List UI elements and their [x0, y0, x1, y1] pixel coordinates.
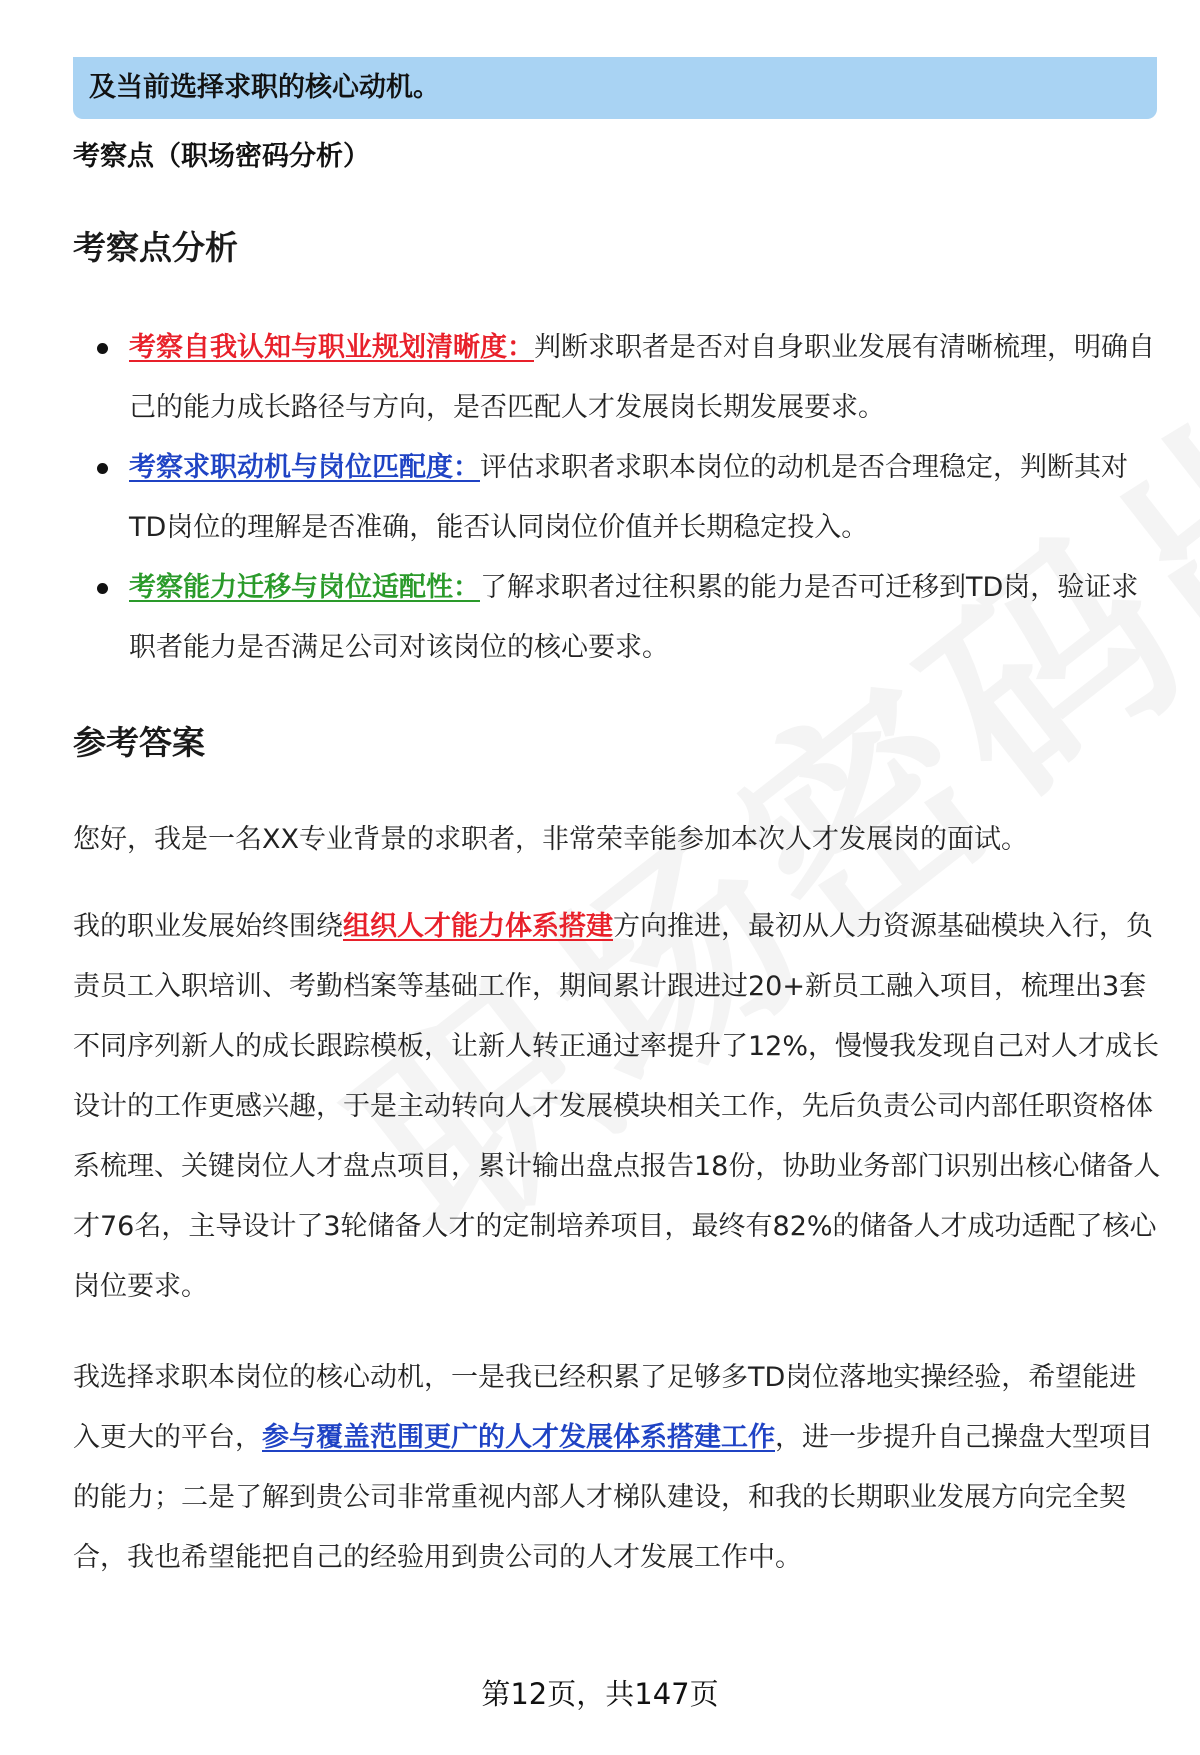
answer-paragraph-2: [73, 897, 1163, 1317]
highlight-keyword: 组织人才能力体系搭建: [343, 911, 613, 942]
bullet-text: 了解求职者过往积累的能力是否可迁移到TD岗，验证求职者能力是否满足公司对该岗位的核心要求。: [129, 572, 1139, 663]
answer-heading: 参考答案: [73, 723, 205, 762]
bullet-keyword: 考察求职动机与岗位匹配度：: [129, 452, 480, 483]
page-number: 第12页，共147页: [481, 1677, 719, 1711]
paragraph-text: 我的职业发展始终围绕: [73, 911, 343, 942]
analysis-heading: 考察点分析: [73, 228, 238, 267]
bullet-dot-icon: [97, 463, 108, 474]
answer-paragraph-1: 您好，我是一名XX专业背景的求职者，非常荣幸能参加本次人才发展岗的面试。: [73, 824, 1028, 855]
bullet-keyword: 考察能力迁移与岗位适配性：: [129, 572, 480, 603]
bullet-dot-icon: [97, 343, 108, 354]
question-banner: [73, 57, 1157, 119]
question-text: 及当前选择求职的核心动机。: [89, 72, 440, 103]
examine-label: 考察点（职场密码分析）: [73, 141, 370, 172]
bullet-text: 判断求职者是否对自身职业发展有清晰梳理，明确自己的能力成长路径与方向，是否匹配人才发展岗长期发展要求。: [129, 332, 1155, 423]
highlight-keyword: 参与覆盖范围更广的人才发展体系搭建工作: [262, 1422, 775, 1453]
list-item: [73, 438, 1163, 558]
bullet-text: 评估求职者求职本岗位的动机是否合理稳定，判断其对TD岗位的理解是否准确，能否认同岗位价值并长期稳定投入。: [129, 452, 1128, 543]
bullet-keyword: 考察自我认知与职业规划清晰度：: [129, 332, 534, 363]
paragraph-text: ，进一步提升自己操盘大型项目的能力；二是了解到贵公司非常重视内部人才梯队建设，和我的长期职业发展方向完全契合，我也希望能把自己的经验用到贵公司的人才发展工作中。: [73, 1422, 1153, 1573]
list-item: [73, 318, 1163, 438]
paragraph-text: 我选择求职本岗位的核心动机，一是我已经积累了足够多TD岗位落地实操经验，希望能进入更大的平台，: [73, 1362, 1137, 1453]
list-item: [73, 558, 1163, 678]
bullet-dot-icon: [97, 583, 108, 594]
answer-paragraph-3: [73, 1348, 1163, 1588]
analysis-list: [73, 318, 1163, 678]
paragraph-text: 方向推进，最初从人力资源基础模块入行，负责员工入职培训、考勤档案等基础工作，期间累计跟进过20+新员工融入项目，梳理出3套不同序列新人的成长跟踪模板，让新人转正通过率提升了12%，慢慢我发现自己对人才成长设计的工作更感兴趣，于是主动转向人才发展模块相关工作，先后负责公司内部任职资格体系梳理、关键岗位人才盘点项目，累计输出盘点报告18份，协助业务部门识别出核心储备人才76名，主导设计了3轮储备人才的定制培养项目，最终有82%的储备人才成功适配了核心岗位要求。: [73, 911, 1161, 1302]
